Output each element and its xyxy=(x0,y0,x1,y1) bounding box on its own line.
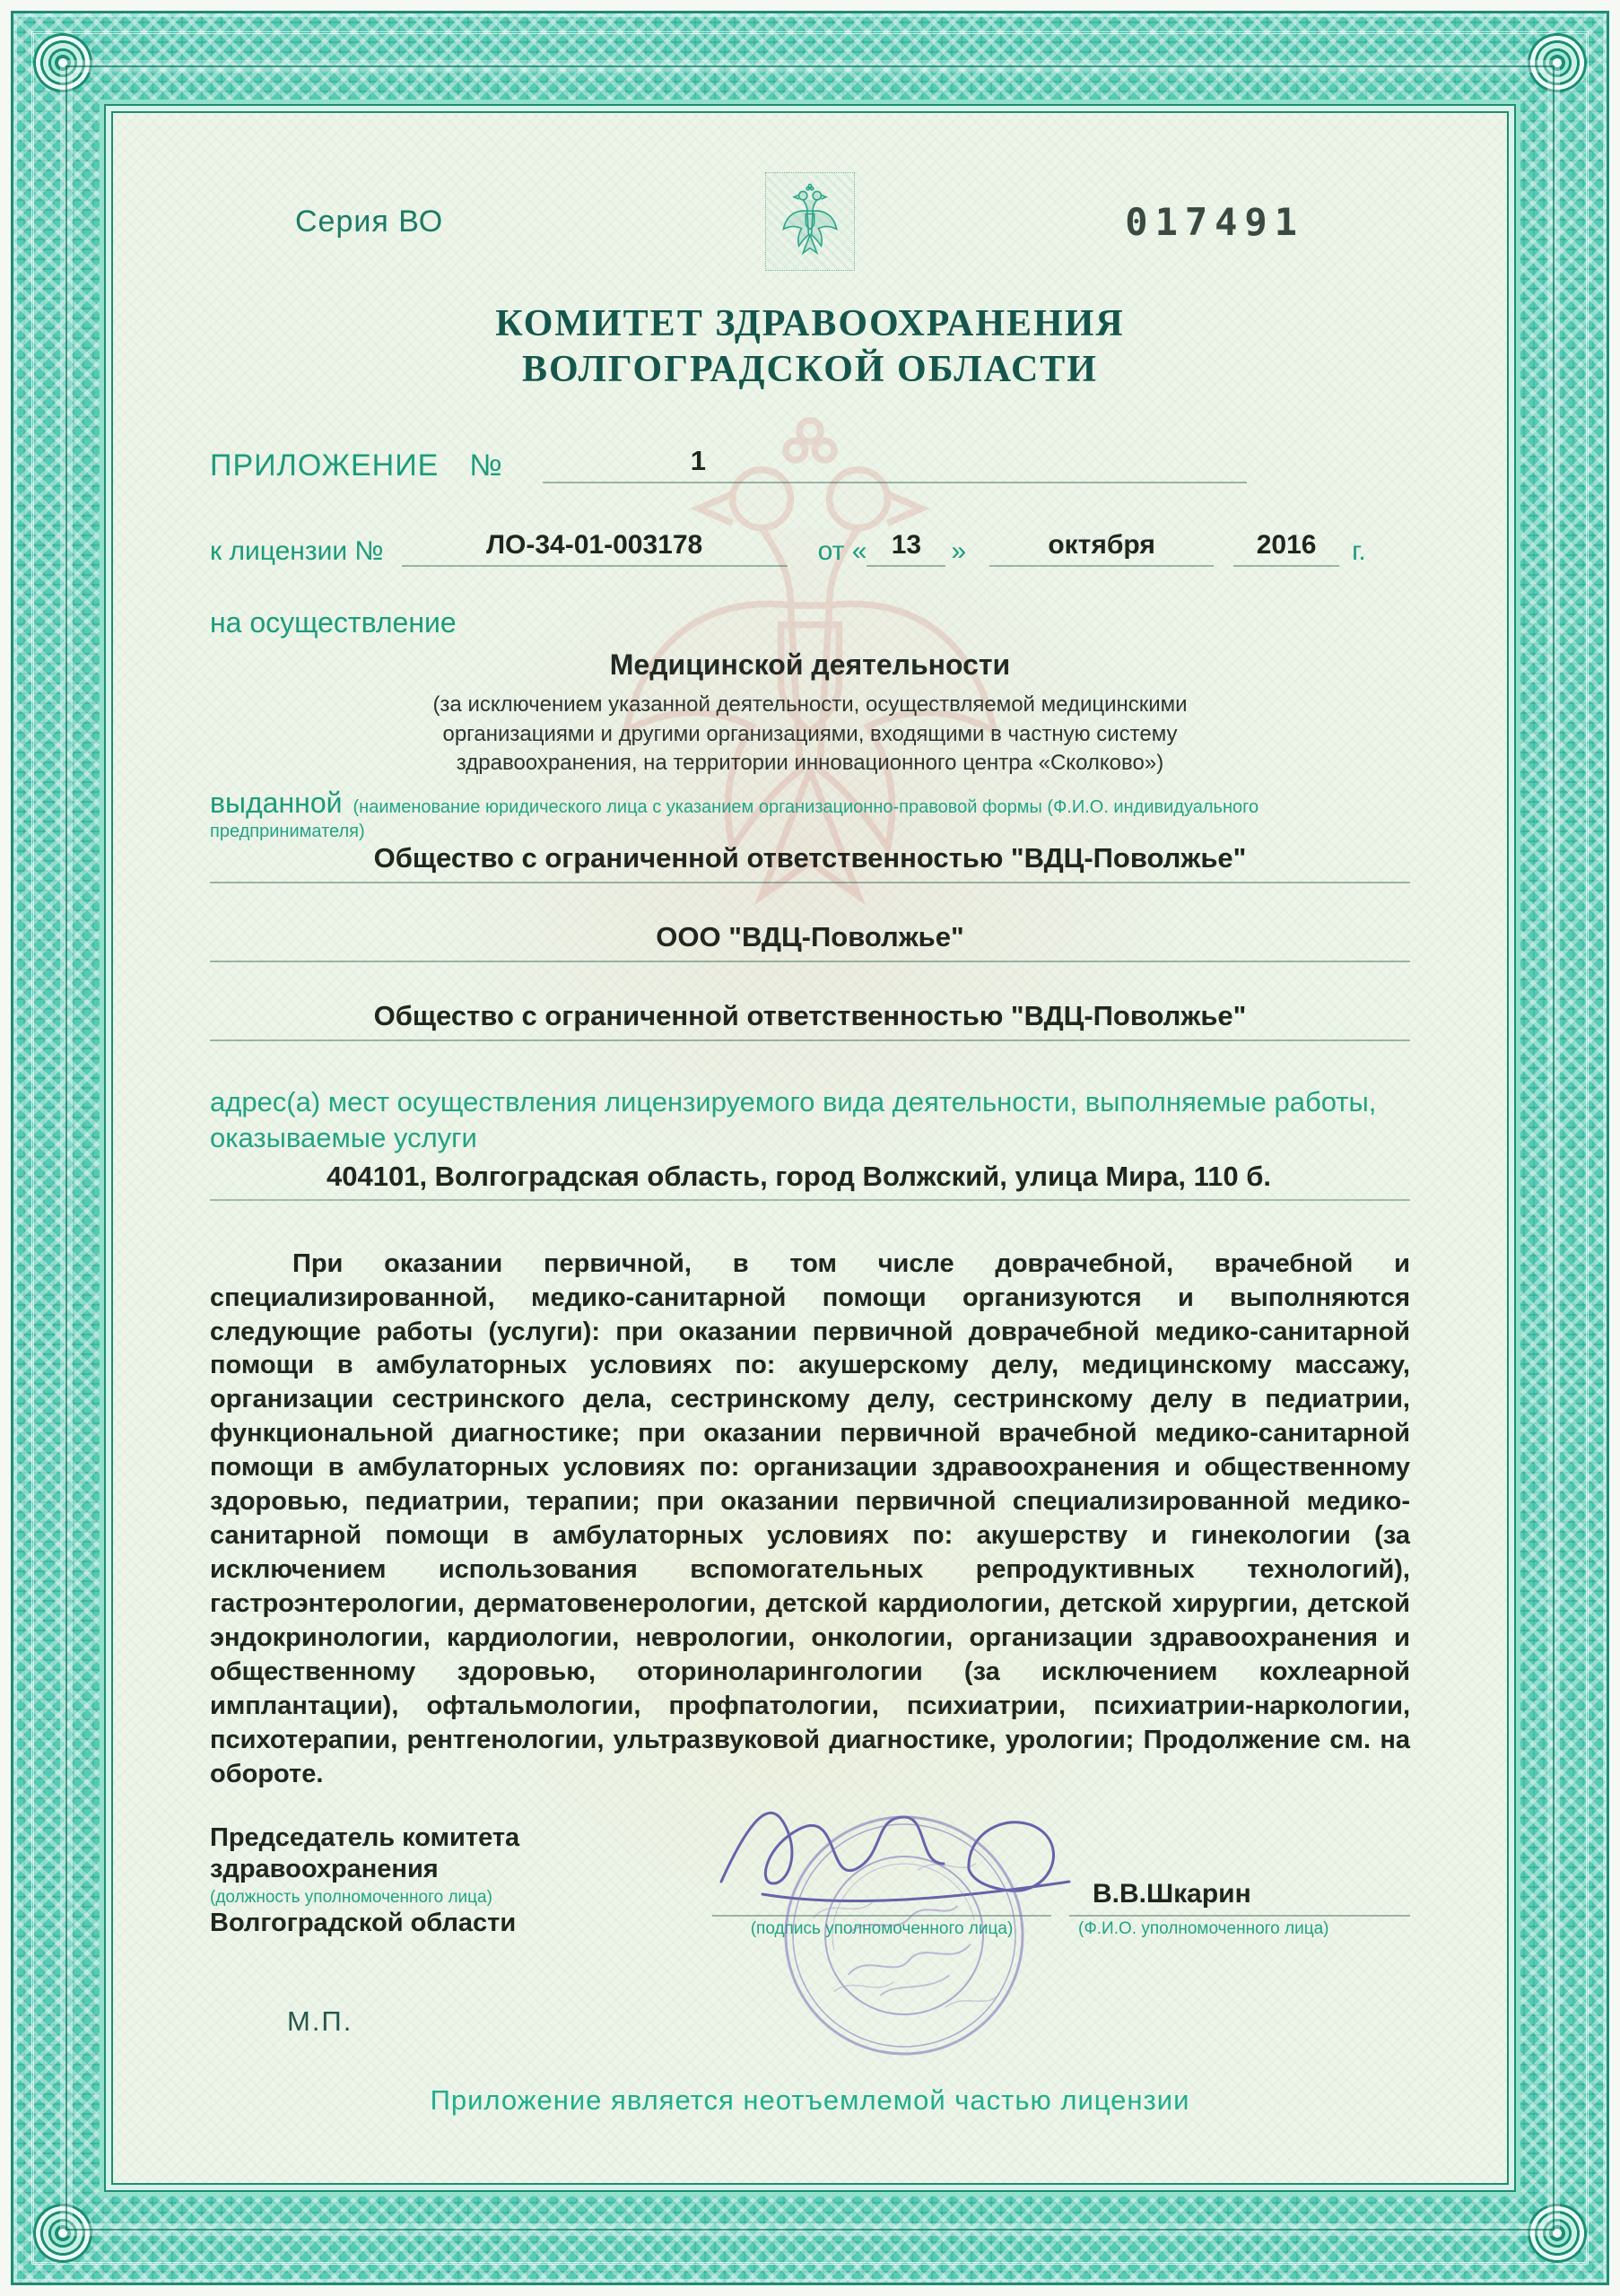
position-note: (должность уполномоченного лица) xyxy=(210,1887,492,1907)
series-label: Серия ВО xyxy=(295,204,444,239)
handwritten-signature xyxy=(703,1781,1089,1916)
signer-name-block xyxy=(1069,1879,1410,1939)
corner-rosette-icon xyxy=(1528,33,1587,92)
issued-row xyxy=(210,787,1410,820)
footer-note: Приложение является неотъемлемой частью лицензии xyxy=(430,2084,1190,2116)
signature-area xyxy=(694,1834,1069,1939)
license-number-value: ЛО-34-01-003178 xyxy=(402,530,788,567)
organization-full-name-1: Общество с ограниченной ответственностью "ВДЦ-Поволжье" xyxy=(210,842,1410,883)
signature-block xyxy=(210,1822,1410,1938)
date-year-suffix: г. xyxy=(1352,536,1366,567)
signer-position-line-2: Волгоградской области xyxy=(210,1908,517,1937)
corner-rosette-icon xyxy=(33,2204,92,2263)
certificate-content xyxy=(113,113,1507,2183)
date-close-quote: » xyxy=(951,536,967,567)
activity-type: Медицинской деятельности xyxy=(609,648,1011,682)
signer-position-block xyxy=(210,1822,694,1938)
annex-number-sign: № xyxy=(469,448,503,483)
annex-number-value: 1 xyxy=(543,445,1247,483)
stamp-place-label: М.П. xyxy=(287,2005,353,2037)
corner-rosette-icon xyxy=(1528,2204,1587,2263)
issued-label: выданной xyxy=(210,786,343,819)
coat-of-arms-box xyxy=(765,172,855,271)
date-year-value: 2016 xyxy=(1233,530,1339,567)
date-month-value: октября xyxy=(989,530,1214,567)
signature-line xyxy=(712,1915,1051,1917)
title-line-2: ВОЛГОГРАДСКОЙ ОБЛАСТИ xyxy=(522,349,1098,391)
issued-note-2: предпринимателя) xyxy=(210,821,365,841)
annex-row xyxy=(210,445,1410,483)
organization-full-name-2: Общество с ограниченной ответственностью "ВДЦ-Поволжье" xyxy=(210,1000,1410,1041)
name-note: (Ф.И.О. уполномоченного лица) xyxy=(1078,1918,1329,1938)
certificate-body xyxy=(111,111,1509,2185)
issued-note-1: (наименование юридического лица с указанием организационно-правовой формы (Ф.И.О. индивидуального xyxy=(353,796,1259,817)
page-title xyxy=(210,301,1410,393)
signature-note: (подпись уполномоченного лица) xyxy=(750,1918,1014,1938)
date-from-label: от « xyxy=(817,536,867,567)
license-row xyxy=(210,530,1410,567)
organization-short-name: ООО "ВДЦ-Поволжье" xyxy=(210,921,1410,962)
header-row xyxy=(210,172,1410,271)
signer-name: В.В.Шкарин xyxy=(1069,1879,1410,1917)
carry-label: на осуществление xyxy=(210,606,457,639)
license-label: к лицензии № xyxy=(210,536,384,567)
title-line-1: КОМИТЕТ ЗДРАВООХРАНЕНИЯ xyxy=(495,303,1125,344)
address-label: адрес(а) мест осуществления лицензируемого вида деятельности, выполняемые работы, оказываемые услуги xyxy=(210,1085,1377,1154)
activity-note: (за исключением указанной деятельности, осуществляемой медицинскими организациями и другими организациями, входящими в частную систему здравоохранения, на территории инновационного центра «Сколково») xyxy=(432,692,1188,775)
serial-number: 017491 xyxy=(1125,199,1304,244)
address-value: 404101, Волгоградская область, город Волжский, улица Мира, 110 б. xyxy=(210,1161,1410,1201)
signer-position-line-1: Председатель комитета здравоохранения xyxy=(210,1823,520,1884)
services-body-text: При оказании первичной, в том числе доврачебной, врачебной и специализированной, медико-санитарной помощи организуются и выполняются следующие работы (услуги): при оказании первичной доврачебной медико-санитарной помощи в амбулаторных условиях по: акушерскому делу, медицинскому массажу, организации сестринского дела, сестринскому делу, сестринскому делу в педиатрии, функциональной диагностике; при оказании первичной врачебной медико-санитарной помощи в амбулаторных условиях по: организации здравоохранения и общественному здоровью, педиатрии, терапии; при оказании первичной специализированной медико-санитарной помощи в амбулаторных условиях по: акушерству и гинекологии (за исключением использования вспомогательных репродуктивных технологий), гастроэнтерологии, дерматовенерологии, детской кардиологии, детской хирургии, детской эндокринологии, кардиологии, неврологии, онкологии, организации здравоохранения и общественному здоровью, оториноларингологии (за исключением кохлеарной имплантации), офтальмологии, профпатологии, психиатрии, психиатрии-наркологии, психотерапии, рентгенологии, ультразвуковой диагностике, урологии; Продолжение см. на обороте. xyxy=(210,1248,1410,1789)
coat-of-arms-icon xyxy=(775,182,845,261)
corner-rosette-icon xyxy=(33,33,92,92)
annex-label: ПРИЛОЖЕНИЕ xyxy=(210,448,440,483)
date-day-value: 13 xyxy=(867,530,945,567)
